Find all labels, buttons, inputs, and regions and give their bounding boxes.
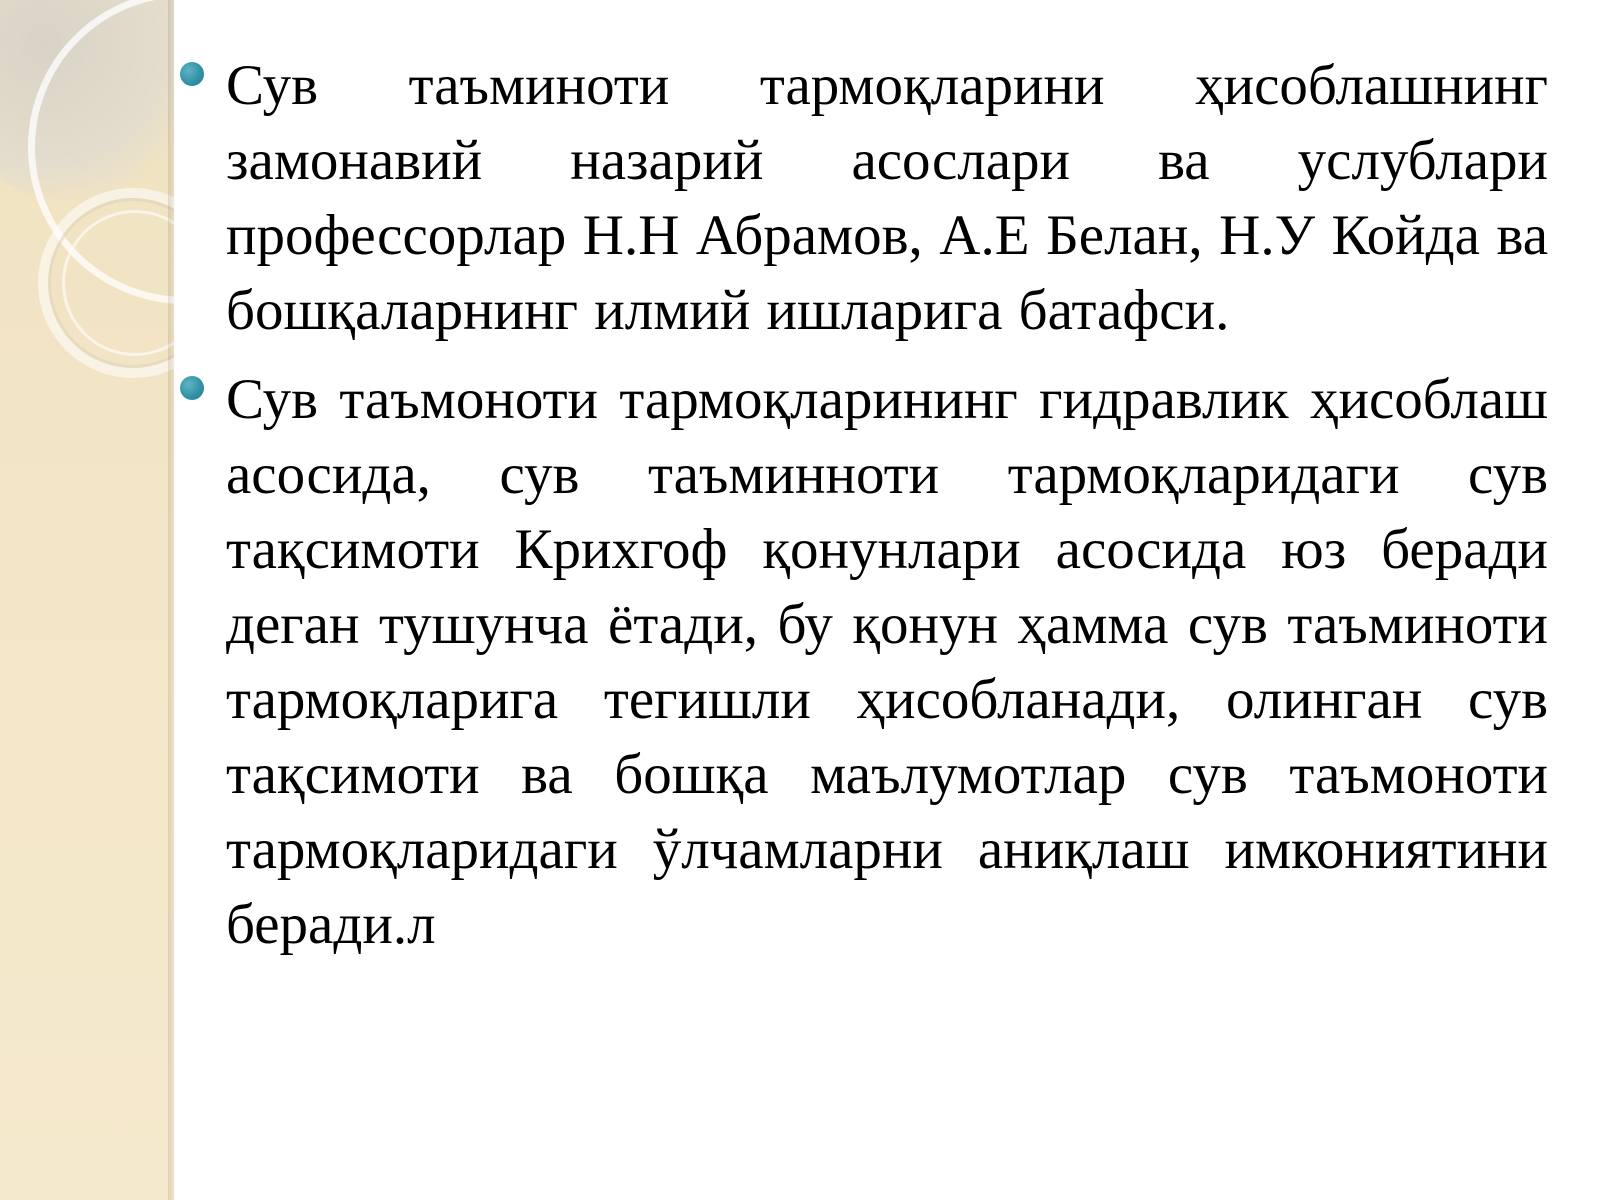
bullet-item-1 xyxy=(180,48,1548,348)
bullet-text-2: Сув таъмоноти тармоқларининг гидравлик ҳисоблаш асосида, сув таъминноти тармоқларидаги сув тақсимоти Крихгоф қонунлари асосида юз беради деган тушунча ётади, бу қонун ҳамма сув таъминоти тармоқларига тегишли ҳисобланади, олинган сув тақсимоти ва бошқа маълумотлар сув таъмоноти тармоқларидаги ўлчамларни аниқлаш имкониятини беради.л xyxy=(226,368,1548,956)
bullet-list xyxy=(180,48,1548,976)
bullet-text-1: Сув таъминоти тармоқларини ҳисоблашнинг замонавий назарий асослари ва услублари профессорлар Н.Н Абрамов, А.Е Белан, Н.У Койда ва бошқаларнинг илмий ишларига батафси. xyxy=(226,54,1548,342)
bullet-dot-icon xyxy=(180,376,204,400)
bullet-dot-icon xyxy=(180,62,204,86)
panel-shadow xyxy=(168,0,176,1200)
bullet-item-2 xyxy=(180,362,1548,962)
decorative-side-panel xyxy=(0,0,174,1200)
